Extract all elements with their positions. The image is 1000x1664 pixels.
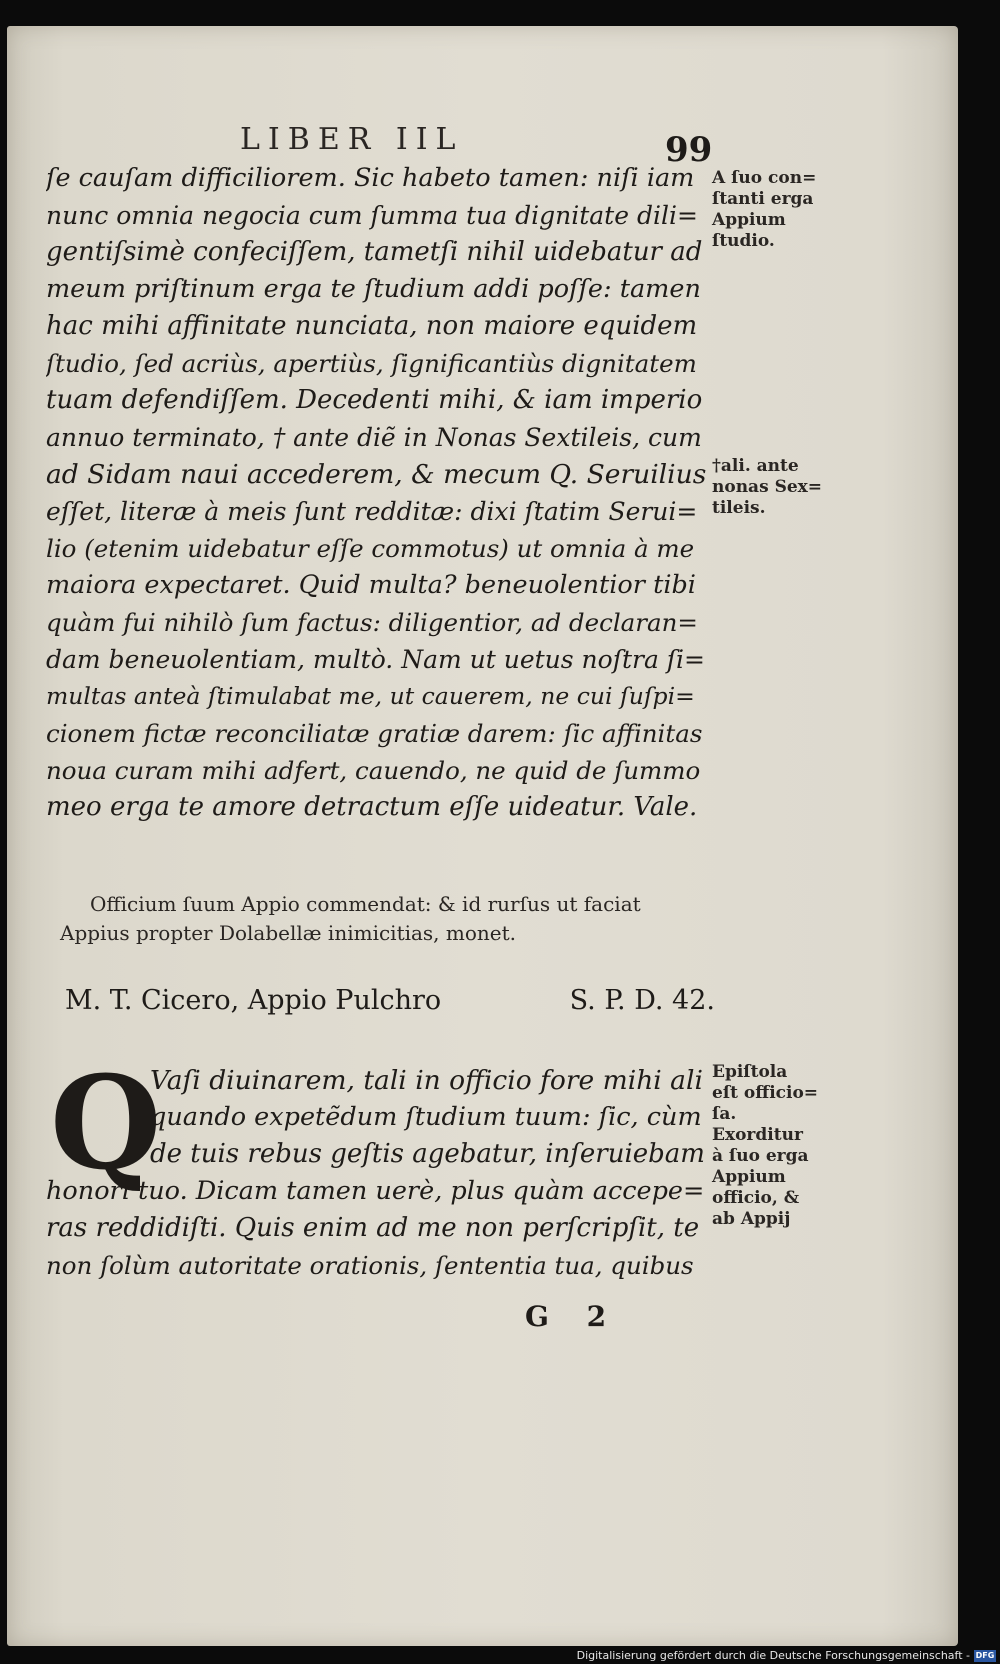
marginal-note-line: ſtudio. <box>712 231 775 251</box>
text-line: ſe cauſam difficiliorem. Sic habeto tamen: niſi iam <box>46 163 695 193</box>
marginal-note-line: tileis. <box>712 498 766 518</box>
folio-number: 99 <box>665 130 713 170</box>
text-line: nunc omnia negocia cum ſumma tua dignitate dili= <box>46 201 698 230</box>
text-line: annuo terminato, † ante diẽ in Nonas Sextileis, cum <box>46 423 702 452</box>
text-line: ras reddidiſti. Quis enim ad me non perſcripſit, te <box>46 1213 700 1243</box>
text-line: eſſet, literæ à meis ſunt redditæ: dixi ſtatim Serui= <box>46 497 698 526</box>
marginal-note-line: nonas Sex= <box>712 477 823 497</box>
marginal-note-2 <box>712 456 862 519</box>
letter-summary <box>60 890 740 948</box>
running-head: LIBER IIL <box>240 122 464 157</box>
text-line: meo erga te amore detractum eſſe uideatur. Vale. <box>46 792 698 822</box>
marginal-note-line: ab Appij <box>712 1209 791 1229</box>
marginal-note-line: A ſuo con= <box>712 168 817 188</box>
text-line: honori tuo. Dicam tamen uerè, plus quàm accepe= <box>46 1176 705 1206</box>
text-line: ad Sidam naui accederem, & mecum Q. Seruilius <box>46 459 706 490</box>
marginal-note-line: ſa. <box>712 1104 737 1124</box>
marginal-note-line: Exorditur <box>712 1125 803 1145</box>
text-line: hac mihi affinitate nunciata, non maiore equidem <box>46 311 698 341</box>
marginal-note-line: Appium <box>712 1167 786 1187</box>
text-line: dam beneuolentiam, multò. Nam ut uetus noſtra ſi= <box>46 645 705 674</box>
address-salutation: S. P. D. 42. <box>569 985 715 1016</box>
letter-address <box>65 985 715 1016</box>
marginal-note-line: à ſuo erga <box>712 1146 809 1166</box>
text-line: noua curam mihi adfert, cauendo, ne quid de ſummo <box>46 756 701 785</box>
dfg-logo-icon: DFG <box>975 1651 995 1660</box>
drop-cap: Q <box>50 1049 162 1199</box>
text-line: ſtudio, ſed acriùs, apertiùs, ſignificantiùs dignitatem <box>46 349 697 378</box>
marginal-note-line: eſt officio= <box>712 1083 819 1103</box>
marginal-note-line: Appium <box>712 210 786 230</box>
text-line: meum priſtinum erga te ſtudium addi poſſe: tamen <box>46 274 701 304</box>
footer-credit: Digitalisierung gefördert durch die Deutsche Forschungsgemeinschaft - <box>576 1649 970 1662</box>
marginal-note-line: †ali. ante <box>712 456 799 476</box>
marginal-note-line: officio, & <box>712 1188 800 1208</box>
letter-42-opening <box>150 1062 706 1173</box>
text-line: multas anteà ſtimulabat me, ut cauerem, ne cui ſuſpi= <box>46 682 695 710</box>
summary-line: Officium ſuum Appio commendat: & id rurſus ut faciat <box>90 892 641 916</box>
marginal-note-3 <box>712 1062 862 1230</box>
text-line: quàm fui nihilò ſum factus: diligentior, ad declaran= <box>46 608 698 637</box>
text-line: tuam defendiſſem. Decedenti mihi, & iam imperio <box>46 385 703 415</box>
marginal-note-1 <box>712 168 862 252</box>
summary-line: Appius propter Dolabellæ inimicitias, monet. <box>60 921 517 945</box>
text-line: maiora expectaret. Quid multa? beneuolentior tibi <box>46 570 696 600</box>
text-line: quando expetẽdum ſtudium tuum: ſic, cùm <box>150 1102 702 1132</box>
marginal-note-line: Epiſtola <box>712 1062 788 1082</box>
printer-signature: G 2 <box>525 1300 621 1333</box>
marginal-note-line: ſtanti erga <box>712 189 814 209</box>
text-line: gentiſsimè confeciſſem, tametſi nihil uidebatur ad <box>46 237 703 267</box>
letter-body-41 <box>46 160 706 826</box>
text-line: de tuis rebus geſtis agebatur, inſeruiebam <box>150 1139 705 1169</box>
letter-42-body <box>46 1173 706 1284</box>
text-line: cionem fictæ reconciliatæ gratiæ darem: ſic affinitas <box>46 719 703 748</box>
text-line: lio (etenim uidebatur eſſe commotus) ut omnia à me <box>46 534 695 563</box>
address-sender: M. T. Cicero, Appio Pulchro <box>65 985 442 1016</box>
text-line: Vaſi diuinarem, tali in officio fore mihi ali <box>150 1065 703 1096</box>
text-line: non ſolùm autoritate orationis, ſententia tua, quibus <box>46 1251 694 1280</box>
